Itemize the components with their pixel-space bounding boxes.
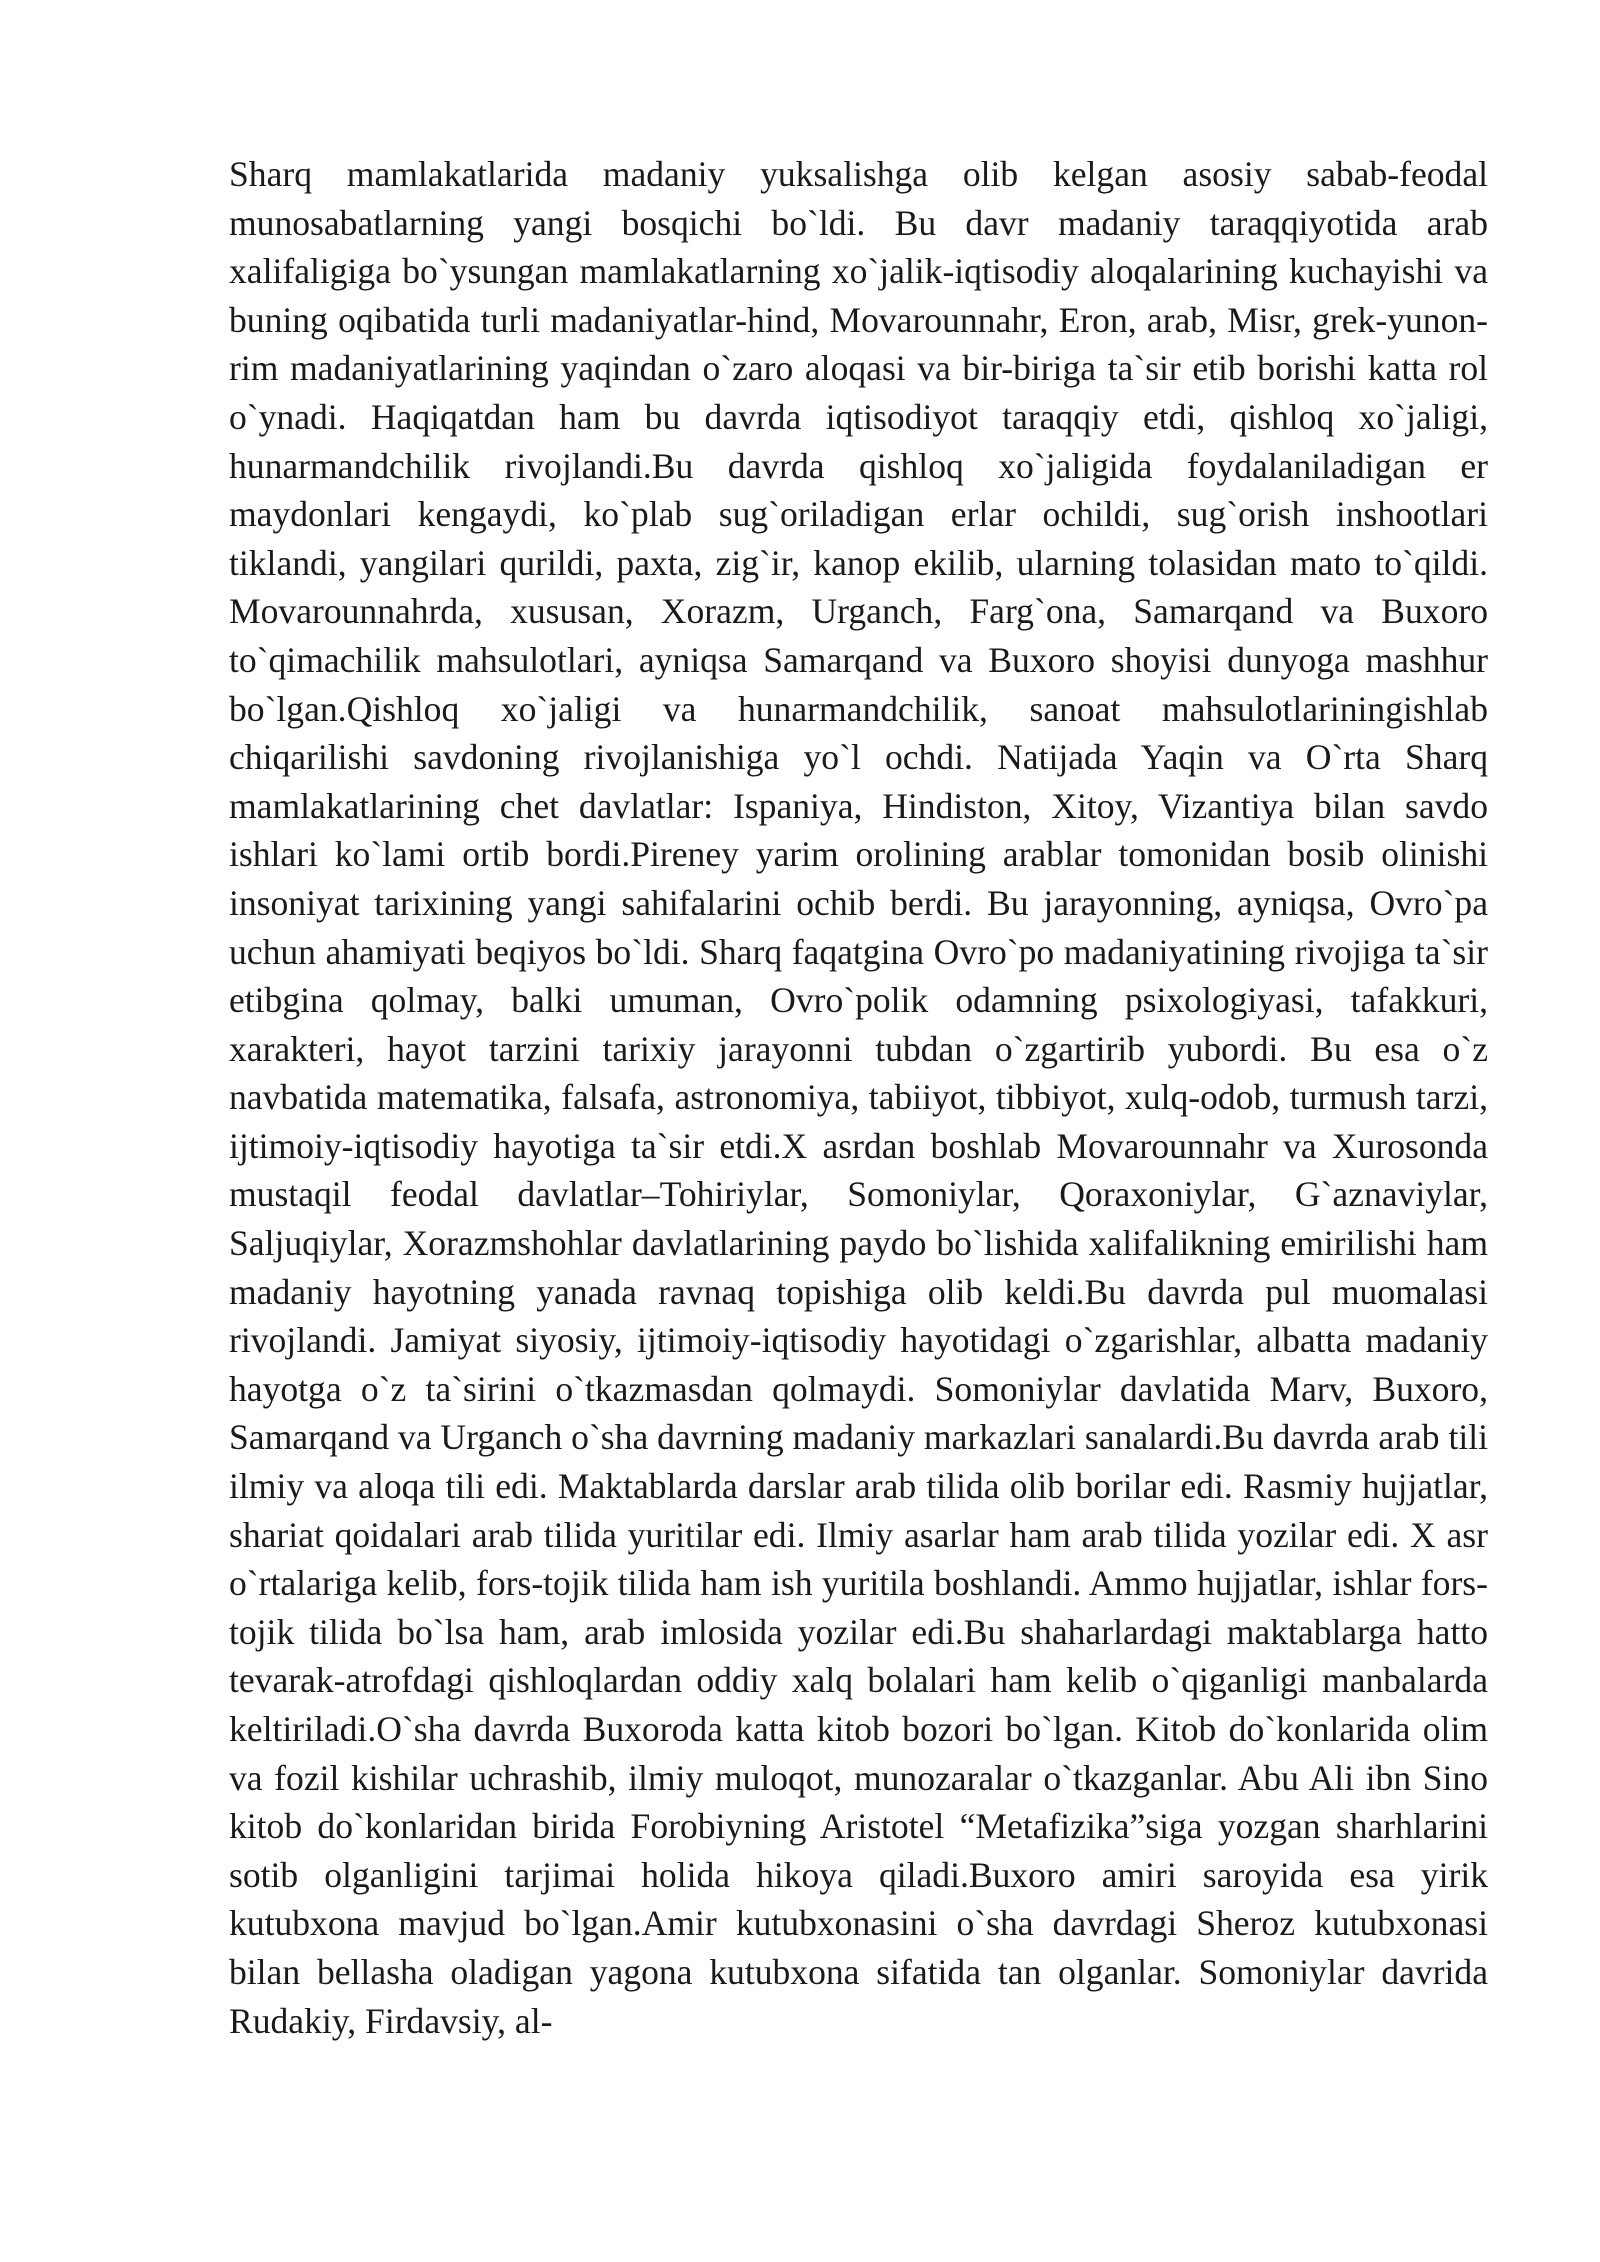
body-text-block: [229, 150, 1488, 2045]
body-paragraph: Sharq mamlakatlarida madaniy yuksalishga olib kelgan asosiy sabab-feodal munosabatlarning yangi bosqichi bo`ldi. Bu davr madaniy taraqqiyotida arab xalifaligiga bo`ysungan mamlakatlarning xo`jalik-iqtisodiy aloqalarining kuchayishi va buning oqibatida turli madaniyatlar-hind, Movarounnahr, Eron, arab, Misr, grek-yunon-rim madaniyatlarining yaqindan o`zaro aloqasi va bir-biriga ta`sir etib borishi katta rol o`ynadi. Haqiqatdan ham bu davrda iqtisodiyot taraqqiy etdi, qishloq xo`jaligi, hunarmandchilik rivojlandi.Bu davrda qishloq xo`jaligida foydalaniladigan er maydonlari kengaydi, ko`plab sug`oriladigan erlar ochildi, sug`orish inshootlari tiklandi, yangilari qurildi, paxta, zig`ir, kanop ekilib, ularning tolasidan mato to`qildi. Movarounnahrda, xususan, Xorazm, Urganch, Farg`ona, Samarqand va Buxoro to`qimachilik mahsulotlari, ayniqsa Samarqand va Buxoro shoyisi dunyoga mashhur bo`lgan.Qishloq xo`jaligi va hunarmandchilik, sanoat mahsulotlariningishlab chiqarilishi savdoning rivojlanishiga yo`l ochdi. Natijada Yaqin va O`rta Sharq mamlakatlarining chet davlatlar: Ispaniya, Hindiston, Xitoy, Vizantiya bilan savdo ishlari ko`lami ortib bordi.Pireney yarim orolining arablar tomonidan bosib olinishi insoniyat tarixining yangi sahifalarini ochib berdi. Bu jarayonning, ayniqsa, Ovro`pa uchun ahamiyati beqiyos bo`ldi. Sharq faqatgina Ovro`po madaniyatining rivojiga ta`sir etibgina qolmay, balki umuman, Ovro`polik odamning psixologiyasi, tafakkuri, xarakteri, hayot tarzini tarixiy jarayonni tubdan o`zgartirib yubordi. Bu esa o`z navbatida matematika, falsafa, astronomiya, tabiiyot, tibbiyot, xulq-odob, turmush tarzi, ijtimoiy-iqtisodiy hayotiga ta`sir etdi.X asrdan boshlab Movarounnahr va Xurosonda mustaqil feodal davlatlar–Tohiriylar, Somoniylar, Qoraxoniylar, G`aznaviylar, Saljuqiylar, Xorazmshohlar davlatlarining paydo bo`lishida xalifalikning emirilishi ham madaniy hayotning yanada ravnaq topishiga olib keldi.Bu davrda pul muomalasi rivojlandi. Jamiyat siyosiy, ijtimoiy-iqtisodiy hayotidagi o`zgarishlar, albatta madaniy hayotga o`z ta`sirini o`tkazmasdan qolmaydi. Somoniylar davlatida Marv, Buxoro, Samarqand va Urganch o`sha davrning madaniy markazlari sanalardi.Bu davrda arab tili ilmiy va aloqa tili edi. Maktablarda darslar arab tilida olib borilar edi. Rasmiy hujjatlar, shariat qoidalari arab tilida yuritilar edi. Ilmiy asarlar ham arab tilida yozilar edi. X asr o`rtalariga kelib, fors-tojik tilida ham ish yuritila boshlandi. Ammo hujjatlar, ishlar fors-tojik tilida bo`lsa ham, arab imlosida yozilar edi.Bu shaharlardagi maktablarga hatto tevarak-atrofdagi qishloqlardan oddiy xalq bolalari ham kelib o`qiganligi manbalarda keltiriladi.O`sha davrda Buxoroda katta kitob bozori bo`lgan. Kitob do`konlarida olim va fozil kishilar uchrashib, ilmiy muloqot, munozaralar o`tkazganlar. Abu Ali ibn Sino kitob do`konlaridan birida Forobiyning Aristotel “Metafizika”siga yozgan sharhlarini sotib olganligini tarjimai holida hikoya qiladi.Buxoro amiri saroyida esa yirik kutubxona mavjud bo`lgan.Amir kutubxonasini o`sha davrdagi Sheroz kutubxonasi bilan bellasha oladigan yagona kutubxona sifatida tan olganlar. Somoniylar davrida Rudakiy, Firdavsiy, al-: [229, 154, 1488, 2041]
